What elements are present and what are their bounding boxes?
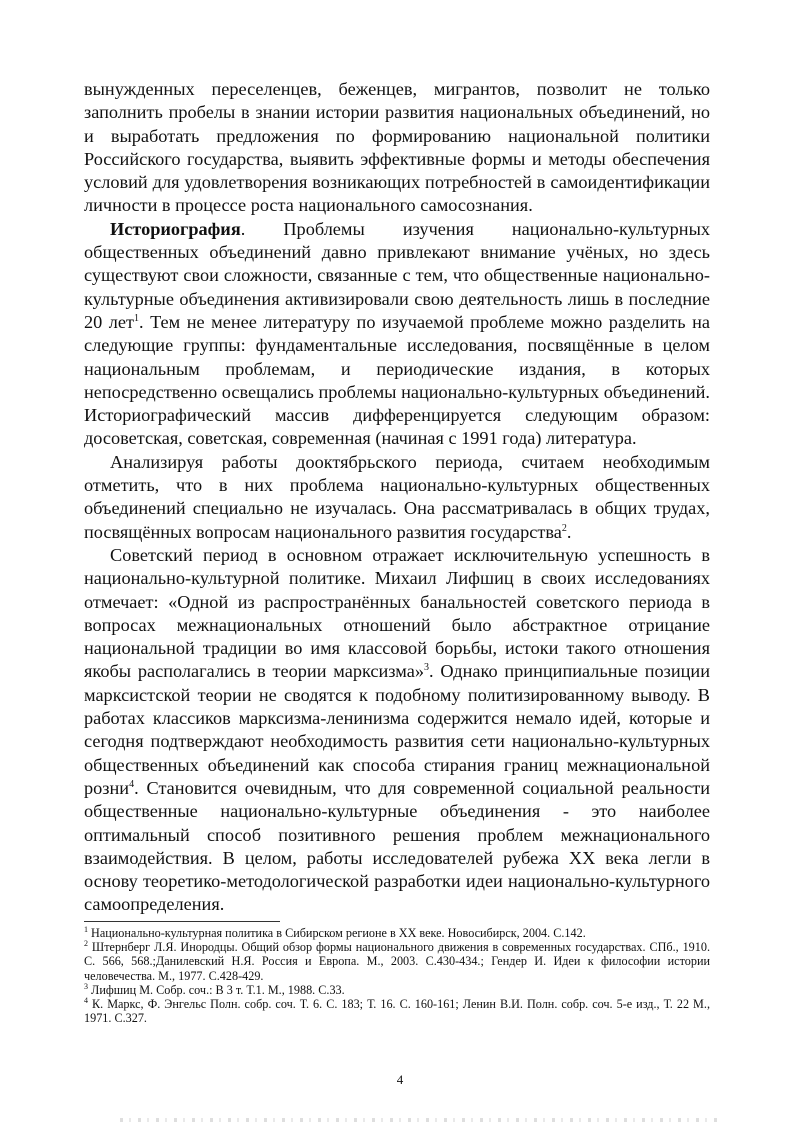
paragraph-pre-october-text-2: . — [566, 521, 572, 542]
footnote-ref-1[interactable]: 1 — [134, 312, 140, 324]
paragraph-soviet-text-3: . Становится очевидным, что для современной социальной реальности общественные национально-культурные объединения - это наиболее оптимальный способ позитивного решения проблем межнационального взаимодействия. В целом, работы исследователей рубежа XX века легли в основу теоретико-методологической разработки идеи национально-культурного самоопределения. — [84, 777, 710, 915]
historiography-heading: Историография — [110, 218, 241, 239]
footnote-number: 4 — [84, 995, 88, 1005]
footnote-text: Лифшиц М. Собр. соч.: В 3 т. Т.1. М., 1988. С.33. — [88, 982, 345, 997]
paragraph-historiography-text-1: . Проблемы изучения национально-культурных общественных объединений давно привлекают внимание учёных, но здесь существуют свои сложности, связанные с тем, что общественные национально-культурные объединения активизировали свою деятельность лишь в последние 20 лет — [84, 218, 710, 332]
footnote-ref-4[interactable]: 4 — [129, 778, 135, 790]
page-body — [84, 78, 710, 917]
paragraph-pre-october — [84, 451, 710, 544]
footnote-item — [84, 926, 710, 940]
paragraph-soviet-text-2: . Однако принципиальные позиции марксистской теории не сводятся к подобному политизированному выводу. В работах классиков марксизма-ленинизма содержится немало идей, которые и сегодня подтверждают необходимость развития сети национально-культурных общественных объединений как способа стирания границ межнациональной розни — [84, 661, 710, 798]
scan-artifact-strip — [120, 1118, 720, 1122]
footnote-text: Штернберг Л.Я. Инородцы. Общий обзор формы национального движения в современных государствах. СПб., 1910. С. 566, 568.;Данилевский Н.Я. Россия и Европа. М., 2003. С.430-434.; Гендер И. Идеи к философии истории человечества. М., 1977. С.428-429. — [84, 940, 710, 983]
paragraph-pre-october-text-1: Анализируя работы дооктябрьского периода, считаем необходимым отметить, что в них проблема национально-культурных общественных объединений специально не изучалась. Она рассматривалась в общих трудах, посвящённых вопросам национального развития государства — [84, 451, 710, 542]
page-number: 4 — [396, 1072, 404, 1087]
footnote-separator — [84, 921, 280, 922]
paragraph-intro-text: вынужденных переселенцев, беженцев, мигрантов, позволит не только заполнить пробелы в знании истории развития национальных объединений, но и выработать предложения по формированию национальной политики Российского государства, выявить эффективные формы и методы обеспечения условий для удовлетворения возникающих потребностей в самоидентификации личности в процессе роста национального самосознания. — [84, 79, 710, 216]
footnote-item — [84, 983, 710, 997]
paragraph-historiography — [84, 218, 710, 451]
paragraph-soviet-text-1: Советский период в основном отражает исключительную успешность в национально-культурной политике. Михаил Лифшиц в своих исследованиях отмечает: «Одной из распространённых банальностей советского периода в вопросах межнациональных отношений было абстрактное отрицание национальной традиции во имя классовой борьбы, истоки такого отношения якобы располагались в теории марксизма» — [84, 544, 710, 682]
footnotes — [84, 926, 710, 1025]
footnote-text: Национально-культурная политика в Сибирском регионе в XX веке. Новосибирск, 2004. С.142. — [88, 926, 586, 940]
footnote-number: 3 — [84, 981, 88, 991]
paragraph-historiography-text-2: . Тем не менее литературу по изучаемой проблеме можно разделить на следующие группы: фундаментальные исследования, посвящённые в целом национальным проблемам, и периодические издания, в которых непосредственно освещались проблемы национально-культурных объединений. Историографический массив дифференцируется следующим образом: досоветская, советская, современная (начиная с 1991 года) литература. — [84, 311, 711, 449]
footnote-text: К. Маркс, Ф. Энгельс Полн. собр. соч. Т. 6. С. 183; Т. 16. С. 160-161; Ленин В.И. Полн. собр. соч. 5-е изд., Т. 22 М., 1971. С.327. — [84, 997, 710, 1026]
footnote-item — [84, 940, 710, 983]
footnote-ref-3[interactable]: 3 — [423, 662, 429, 674]
footnote-item — [84, 997, 710, 1025]
footnote-ref-2[interactable]: 2 — [561, 522, 567, 534]
paragraph-soviet — [84, 544, 710, 917]
footnote-number: 2 — [84, 939, 88, 949]
paragraph-intro — [84, 78, 710, 218]
footnote-number: 1 — [84, 924, 88, 934]
